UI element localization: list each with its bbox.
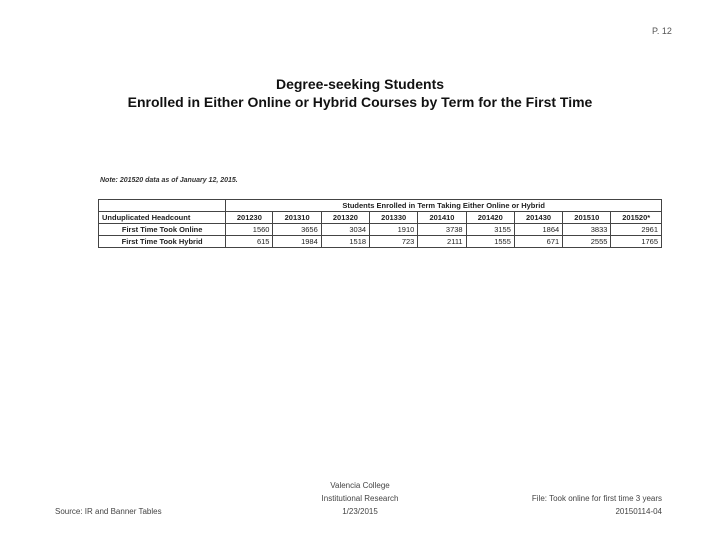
term-header: 201510 (563, 212, 611, 224)
table-cell: 1910 (370, 224, 418, 236)
table-cell: 3738 (418, 224, 466, 236)
table-cell: 1984 (273, 236, 321, 248)
table-group-header: Students Enrolled in Term Taking Either Online or Hybrid (226, 200, 662, 212)
table-cell: 2111 (418, 236, 466, 248)
table-group-header-row (99, 200, 662, 212)
table-cell: 2555 (563, 236, 611, 248)
table-cell: 1560 (226, 224, 273, 236)
table-cell: 615 (226, 236, 273, 248)
table-cell: 1555 (466, 236, 514, 248)
table-cell: 671 (514, 236, 562, 248)
table-cell: 1518 (321, 236, 369, 248)
table-cell: 3034 (321, 224, 369, 236)
footer-file-name: File: Took online for first time 3 years (531, 494, 662, 503)
page-subtitle: Enrolled in Either Online or Hybrid Courses by Term for the First Time (127, 94, 593, 110)
footer-file (460, 492, 662, 518)
row-label-hybrid: First Time Took Hybrid (99, 236, 226, 248)
row-label-online: First Time Took Online (99, 224, 226, 236)
footer-department: Institutional Research (321, 494, 399, 503)
enrollment-table (98, 199, 662, 248)
footer-date: 1/23/2015 (342, 507, 378, 516)
footer-file-id: 20150114-04 (615, 507, 662, 516)
table-cell: 3155 (466, 224, 514, 236)
term-header: 201320 (321, 212, 369, 224)
row-header-label: Unduplicated Headcount (99, 212, 226, 224)
table-cell: 3656 (273, 224, 321, 236)
page-title: Degree-seeking Students (275, 76, 445, 92)
footer-college: Valencia College (330, 481, 390, 490)
term-header: 201420 (466, 212, 514, 224)
term-header: 201520* (611, 212, 662, 224)
table-cell: 3833 (563, 224, 611, 236)
table-cell: 1765 (611, 236, 662, 248)
term-header: 201330 (370, 212, 418, 224)
page-number: P. 12 (652, 26, 672, 36)
term-header: 201410 (418, 212, 466, 224)
footer-source: Source: IR and Banner Tables (55, 507, 162, 516)
table-cell: 723 (370, 236, 418, 248)
table-row (99, 224, 662, 236)
term-header: 201230 (226, 212, 273, 224)
blank-cell (99, 200, 226, 212)
table-header-row (99, 212, 662, 224)
term-header: 201430 (514, 212, 562, 224)
table-row (99, 236, 662, 248)
data-note: Note: 201520 data as of January 12, 2015. (100, 177, 238, 184)
table-cell: 1864 (514, 224, 562, 236)
term-header: 201310 (273, 212, 321, 224)
table-cell: 2961 (611, 224, 662, 236)
